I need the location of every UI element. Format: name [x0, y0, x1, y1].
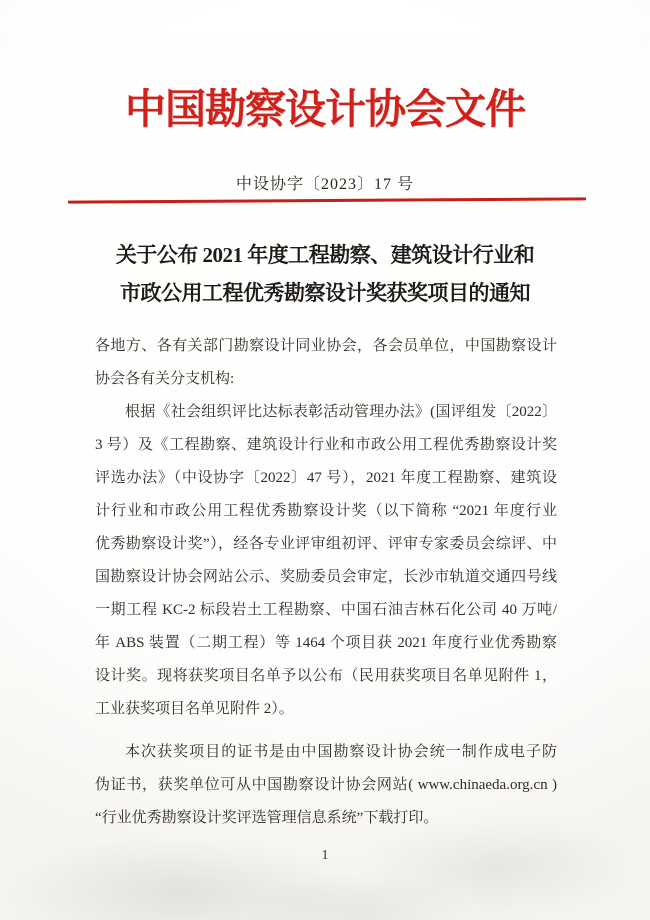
body-line: 伪证书，获奖单位可从中国勘察设计协会网站( www.chinaeda.org.cn ) — [95, 777, 557, 793]
document-title — [0, 236, 650, 312]
title-line-1: 关于公布 2021 年度工程勘察、建筑设计行业和 — [115, 243, 535, 267]
body-line: 计行业和市政公用工程优秀勘察设计奖（以下简称 “2021 年度行业 — [95, 503, 557, 519]
body-line: 评选办法》（中设协字〔2022〕47 号），2021 年度工程勘察、建筑设 — [95, 470, 557, 486]
body-line: 3 号）及《工程勘察、建筑设计行业和市政公用工程优秀勘察设计奖 — [95, 437, 557, 453]
title-line-2: 市政公用工程优秀勘察设计奖获奖项目的通知 — [120, 281, 530, 305]
body-line-salutation-end: 协会各有关分支机构: — [95, 371, 235, 387]
body-line: 优秀勘察设计奖”），经各专业评审组初评、评审专家委员会综评、中 — [95, 536, 557, 552]
document-number: 中设协字〔2023〕17 号 — [235, 176, 414, 193]
letterhead-title: 中国勘察设计协会文件 — [125, 86, 525, 132]
body-line-paragraph2-end: “行业优秀勘察设计奖评选管理信息系统”下载打印。 — [95, 810, 439, 826]
red-divider-line — [68, 197, 586, 203]
body-line-paragraph2-start: 本次获奖项目的证书是由中国勘察设计协会统一制作成电子防 — [125, 744, 557, 760]
page-number: 1 — [321, 848, 329, 863]
body-line: 国勘察设计协会网站公示、奖励委员会审定，长沙市轨道交通四号线 — [95, 569, 557, 585]
body-line: 各地方、各有关部门勘察设计同业协会，各会员单位，中国勘察设计 — [95, 338, 557, 354]
body-line: 年 ABS 装置（二期工程）等 1464 个项目获 2021 年度行业优秀勘察 — [95, 635, 557, 651]
body-line-paragraph1-start: 根据《社会组织评比达标表彰活动管理办法》(国评组发〔2022〕 — [125, 404, 557, 420]
body-line: 设计奖。现将获奖项目名单予以公布（民用获奖项目名单见附件 1， — [95, 668, 557, 684]
body-line-paragraph1-end: 工业获奖项目名单见附件 2）。 — [95, 701, 294, 717]
document-body — [95, 330, 557, 835]
body-line: 一期工程 KC-2 标段岩土工程勘察、中国石油吉林石化公司 40 万吨/ — [95, 602, 557, 618]
